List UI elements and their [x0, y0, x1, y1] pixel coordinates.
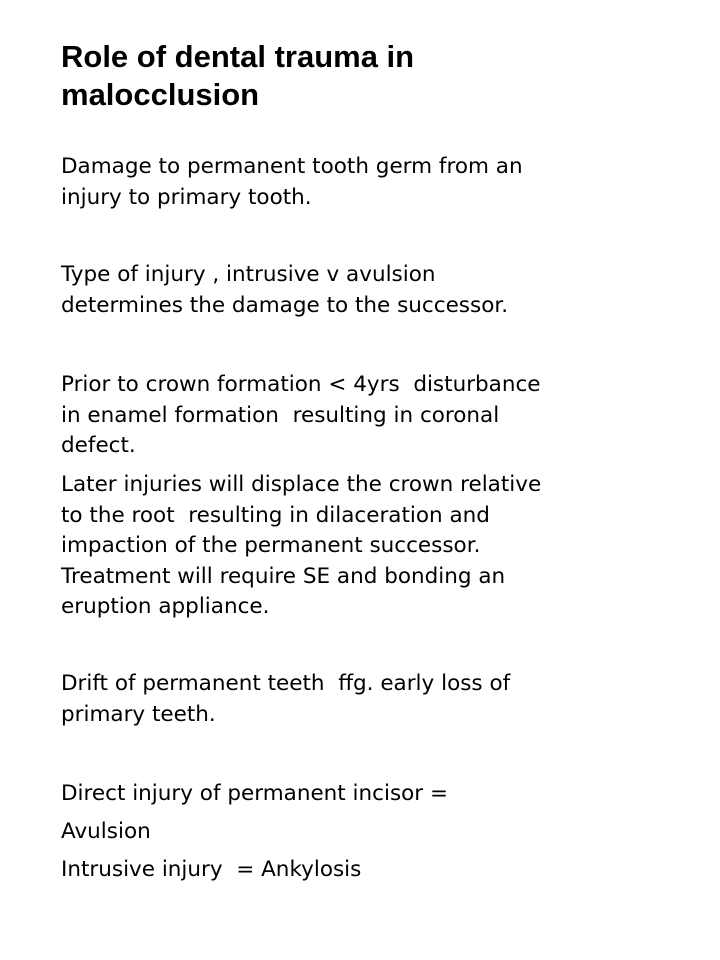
text-line: Type of injury , intrusive v avulsion [61, 262, 436, 287]
text-line: in enamel formation resulting in coronal [61, 402, 500, 428]
paragraph-later-injuries [61, 470, 701, 623]
text-line: Treatment will require SE and bonding an [61, 563, 506, 589]
text-line: eruption appliance. [61, 594, 270, 619]
paragraph-drift [61, 669, 701, 730]
text-line: impaction of the permanent successor. [61, 533, 481, 558]
paragraph-type-of-injury [61, 260, 701, 321]
paragraph-intrusive-injury [61, 855, 701, 886]
text-line: Damage to permanent tooth germ from an [61, 154, 523, 179]
text-line: injury to primary tooth. [61, 184, 312, 210]
text-line: Avulsion [61, 819, 151, 844]
text-line: Intrusive injury = Ankylosis [61, 857, 362, 882]
paragraph-germ-damage [61, 152, 701, 213]
slide-title-line-2: malocclusion [61, 77, 260, 112]
text-line: to the root resulting in dilaceration and [61, 502, 490, 528]
slide-title [61, 38, 681, 114]
paragraph-avulsion [61, 817, 701, 848]
text-line: defect. [61, 433, 136, 458]
text-line: Drift of permanent teeth ffg. early loss of [61, 671, 511, 696]
text-line: Prior to crown formation < 4yrs disturbance [61, 372, 541, 397]
slide-title-line-1: Role of dental trauma in [61, 39, 415, 74]
paragraph-prior-crown-formation [61, 370, 701, 462]
text-line: Later injuries will displace the crown relative [61, 472, 542, 497]
text-line: Direct injury of permanent incisor = [61, 781, 448, 806]
text-line: primary teeth. [61, 701, 216, 727]
paragraph-direct-injury [61, 779, 701, 810]
text-line: determines the damage to the successor. [61, 292, 509, 318]
